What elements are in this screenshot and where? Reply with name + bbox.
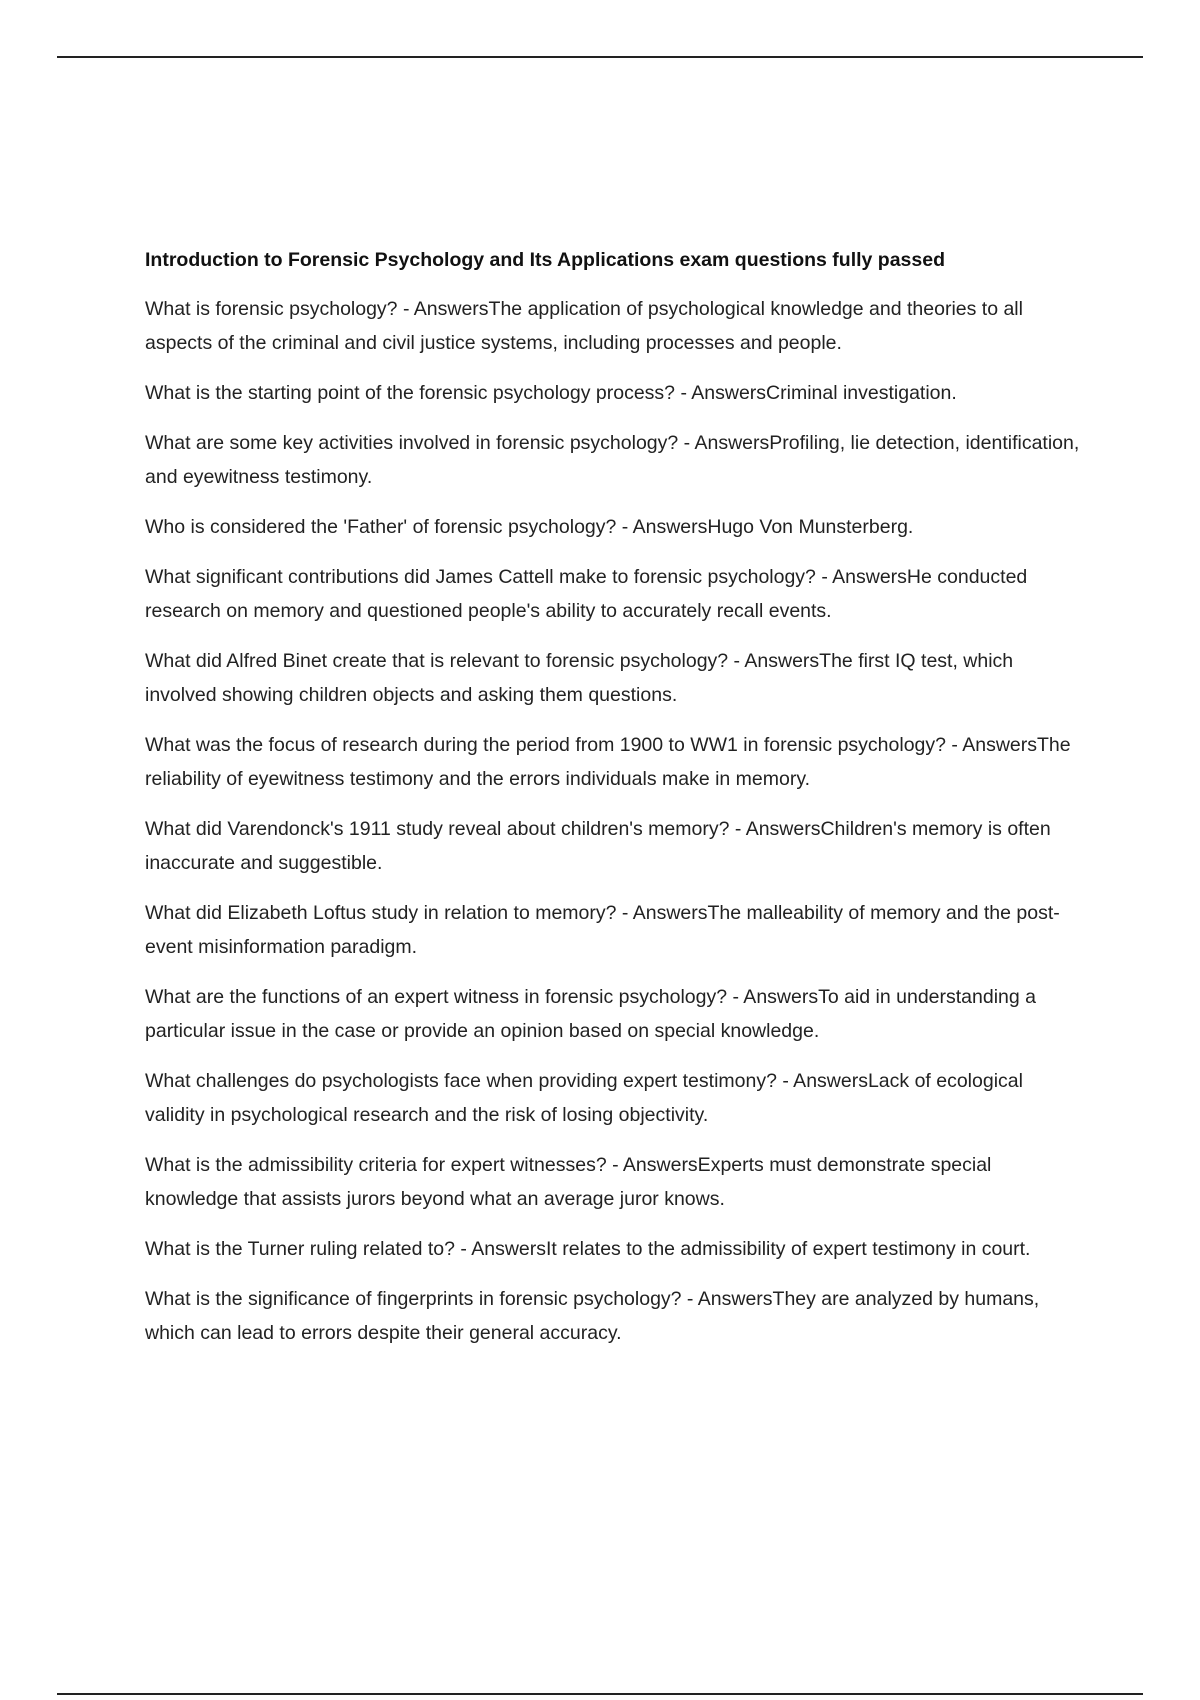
qa-item: What is the Turner ruling related to? - AnswersIt relates to the admissibility of expert testimony in court. — [145, 1238, 1031, 1260]
document-body — [145, 246, 1085, 1366]
document-title: Introduction to Forensic Psychology and Its Applications exam questions fully passed — [145, 249, 945, 271]
qa-item: What was the focus of research during the period from 1900 to WW1 in forensic psychology? - AnswersThe reliability of eyewitness testimony and the errors individuals make in memory. — [145, 734, 1071, 790]
qa-item: What is the admissibility criteria for expert witnesses? - AnswersExperts must demonstrate special knowledge that assists jurors beyond what an average juror knows. — [145, 1154, 992, 1210]
qa-item: Who is considered the 'Father' of forensic psychology? - AnswersHugo Von Munsterberg. — [145, 516, 914, 538]
qa-item: What significant contributions did James Cattell make to forensic psychology? - AnswersHe conducted research on memory and questioned people's ability to accurately recall events. — [145, 566, 1028, 622]
qa-item: What are the functions of an expert witness in forensic psychology? - AnswersTo aid in understanding a particular issue in the case or provide an opinion based on special knowledge. — [145, 986, 1036, 1042]
qa-item: What did Varendonck's 1911 study reveal about children's memory? - AnswersChildren's memory is often inaccurate and suggestible. — [145, 818, 1051, 874]
footer-rule — [57, 1693, 1143, 1695]
qa-item: What is forensic psychology? - AnswersThe application of psychological knowledge and theories to all aspects of the criminal and civil justice systems, including processes and people. — [145, 298, 1023, 354]
qa-item: What did Elizabeth Loftus study in relation to memory? - AnswersThe malleability of memory and the post-event misinformation paradigm. — [145, 902, 1060, 958]
qa-item: What is the significance of fingerprints in forensic psychology? - AnswersThey are analyzed by humans, which can lead to errors despite their general accuracy. — [145, 1288, 1040, 1344]
qa-item: What did Alfred Binet create that is relevant to forensic psychology? - AnswersThe first IQ test, which involved showing children objects and asking them questions. — [145, 650, 1014, 706]
qa-item: What challenges do psychologists face when providing expert testimony? - AnswersLack of ecological validity in psychological research and the risk of losing objectivity. — [145, 1070, 1023, 1126]
qa-item: What is the starting point of the forensic psychology process? - AnswersCriminal investigation. — [145, 382, 957, 404]
qa-item: What are some key activities involved in forensic psychology? - AnswersProfiling, lie detection, identification, and eyewitness testimony. — [145, 432, 1080, 488]
header-rule — [57, 56, 1143, 58]
